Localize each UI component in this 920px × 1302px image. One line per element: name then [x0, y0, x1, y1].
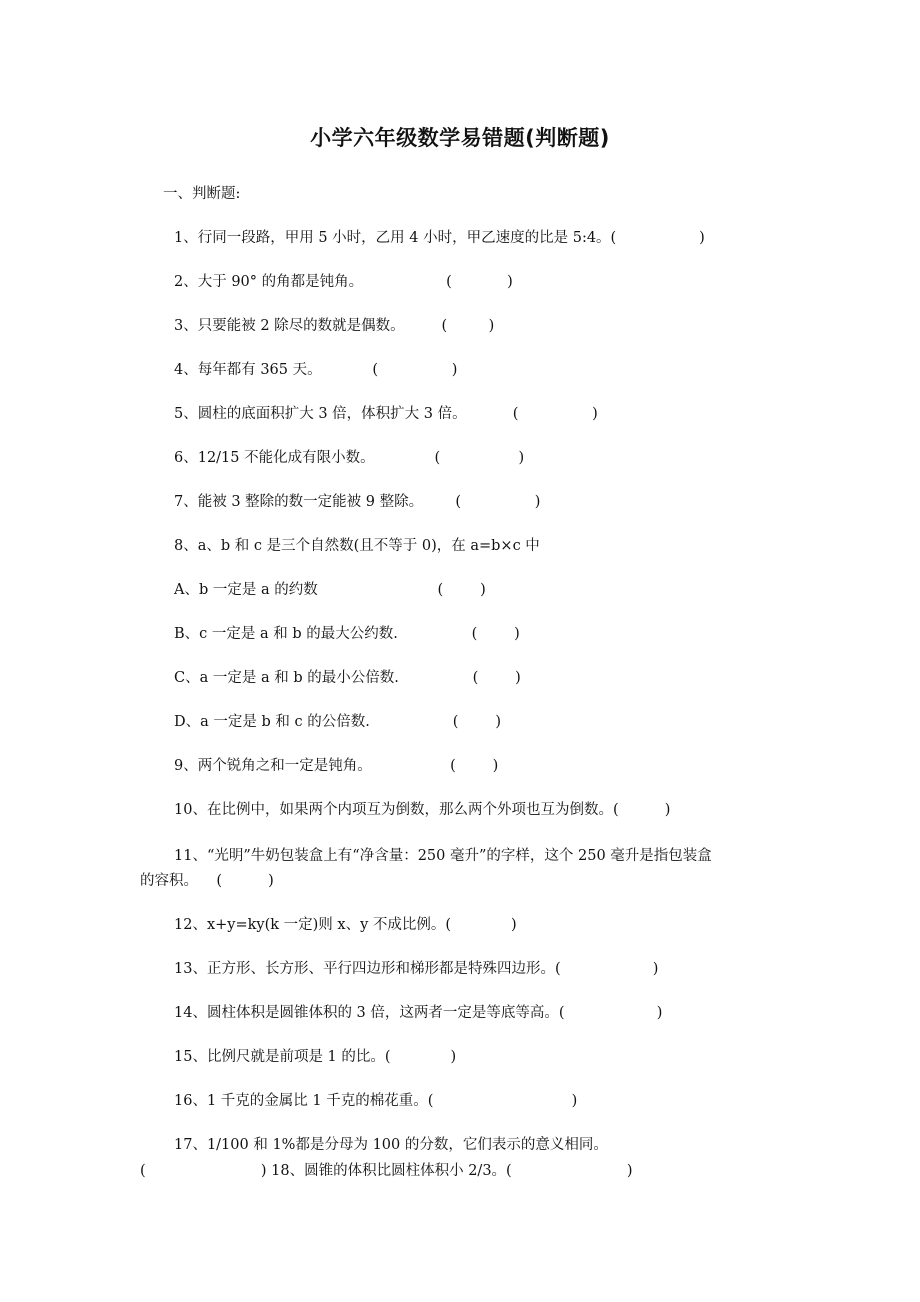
- question-10: 10、在比例中，如果两个内项互为倒数，那么两个外项也互为倒数。( ): [174, 802, 671, 818]
- question-12: 12、x+y=ky(k 一定)则 x、y 不成比例。( ): [174, 917, 517, 933]
- question-8a: A、b 一定是 a 的约数 ( ): [174, 582, 486, 598]
- question-6: 6、12/15 不能化成有限小数。 ( ): [174, 450, 525, 466]
- question-5: 5、圆柱的底面积扩大 3 倍，体积扩大 3 倍。 ( ): [174, 406, 598, 422]
- question-8d: D、a 一定是 b 和 c 的公倍数. ( ): [174, 714, 501, 730]
- question-16: 16、1 千克的金属比 1 千克的棉花重。( ): [174, 1093, 578, 1109]
- question-7: 7、能被 3 整除的数一定能被 9 整除。 ( ): [174, 494, 541, 510]
- question-13: 13、正方形、长方形、平行四边形和梯形都是特殊四边形。( ): [174, 961, 659, 977]
- question-9: 9、两个锐角之和一定是钝角。 ( ): [174, 758, 499, 774]
- question-14: 14、圆柱体积是圆锥体积的 3 倍，这两者一定是等底等高。( ): [174, 1005, 663, 1021]
- question-17-18: ( ) 18、圆锥的体积比圆柱体积小 2/3。( ): [140, 1163, 633, 1179]
- question-11: 11、“光明”牛奶包装盒上有“净含量：250 毫升”的字样，这个 250 毫升是指包装盒: [174, 848, 712, 864]
- question-8c: C、a 一定是 a 和 b 的最小公倍数. ( ): [174, 670, 521, 686]
- question-8: 8、a、b 和 c 是三个自然数(且不等于 0)，在 a=b×c 中: [174, 538, 540, 554]
- page-title: 小学六年级数学易错题(判断题): [310, 126, 610, 150]
- question-11-cont: 的容积。 ( ): [140, 873, 274, 889]
- question-3: 3、只要能被 2 除尽的数就是偶数。 ( ): [174, 318, 495, 334]
- question-17: 17、1/100 和 1%都是分母为 100 的分数，它们表示的意义相同。: [174, 1137, 608, 1153]
- question-8b: B、c 一定是 a 和 b 的最大公约数. ( ): [174, 626, 520, 642]
- question-1: 1、行同一段路，甲用 5 小时，乙用 4 小时，甲乙速度的比是 5:4。( ): [174, 230, 705, 246]
- section-heading: 一、判断题:: [163, 186, 241, 202]
- question-15: 15、比例尺就是前项是 1 的比。( ): [174, 1049, 457, 1065]
- question-4: 4、每年都有 365 天。 ( ): [174, 362, 458, 378]
- question-2: 2、大于 90° 的角都是钝角。 ( ): [174, 274, 513, 290]
